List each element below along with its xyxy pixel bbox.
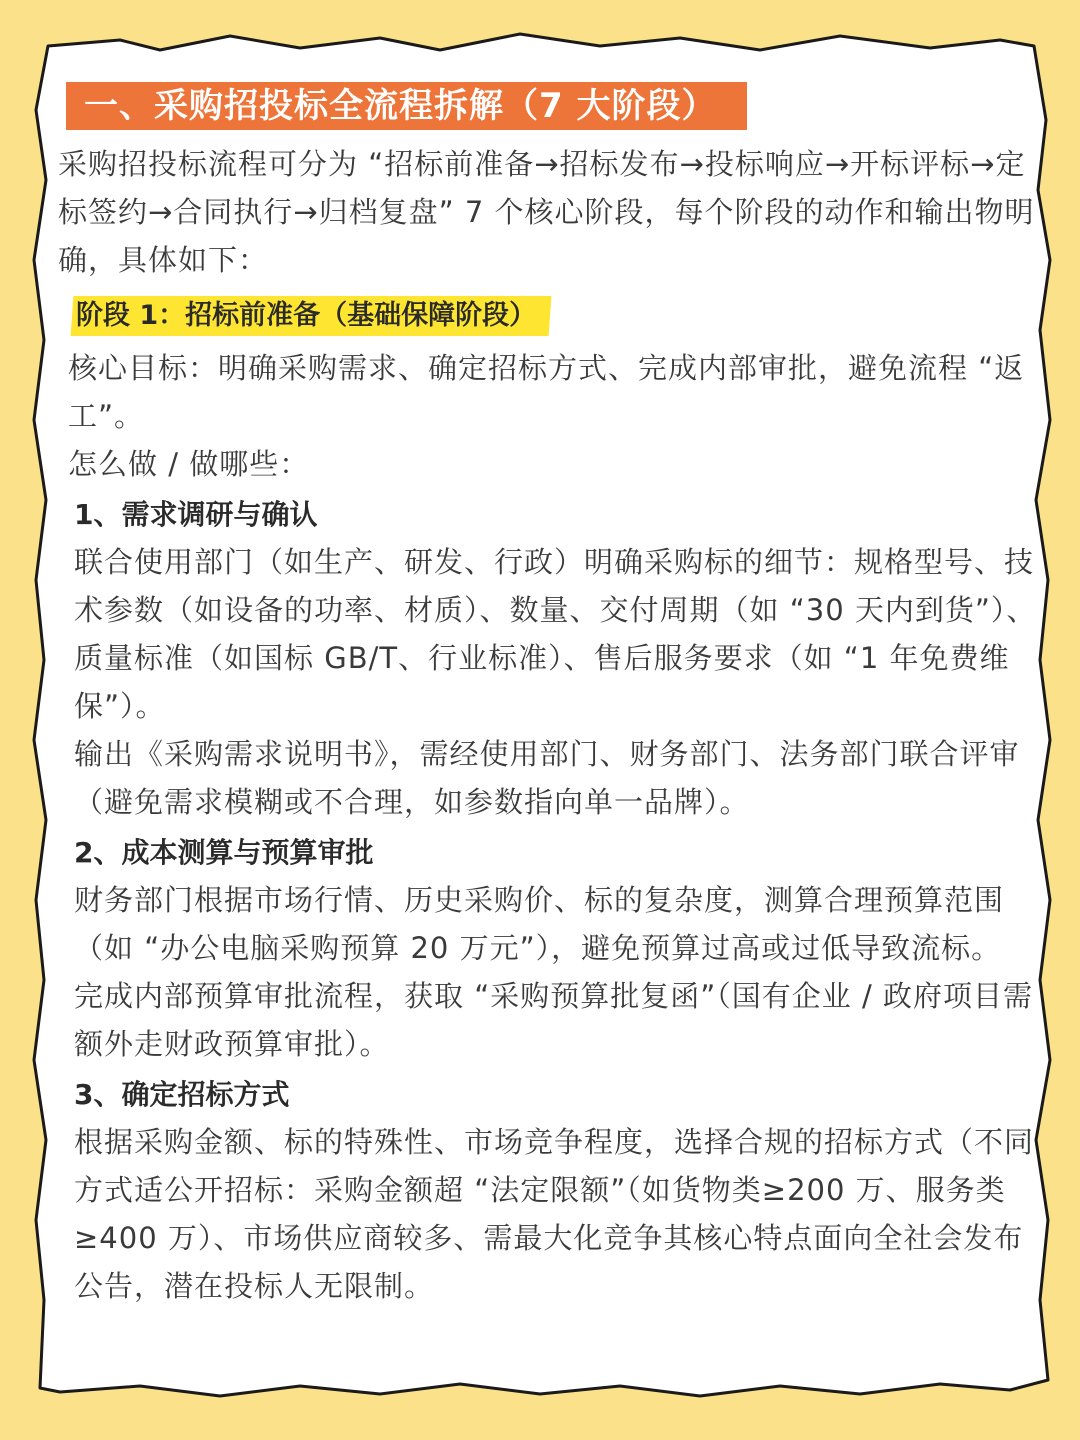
item-3-paragraph-1: 根据采购金额、标的特殊性、市场竞争程度，选择合规的招标方式（不同方式适公开招标：采购金额超 “法定限额”（如货物类≥200 万、服务类≥400 万）、市场供应商较多、需最大化竞争其核心特点面向全社会发布公告，潜在投标人无限制。 [74, 1125, 1035, 1303]
section-title: 一、采购招投标全流程拆解（7 大阶段） [66, 82, 747, 130]
item-heading-3: 3、确定招标方式 [74, 1078, 290, 1111]
item-1-paragraph-2: 输出《采购需求说明书》，需经使用部门、财务部门、法务部门联合评审（避免需求模糊或不合理，如参数指向单一品牌）。 [74, 737, 1020, 819]
core-goal-text: 核心目标：明确采购需求、确定招标方式、完成内部审批，避免流程 “返工”。 [68, 351, 1025, 433]
article-content [58, 82, 1038, 1310]
intro-paragraph: 采购招投标流程可分为 “招标前准备→招标发布→投标响应→开标评标→定标签约→合同执行→归档复盘” 7 个核心阶段，每个阶段的动作和输出物明确，具体如下： [58, 147, 1035, 277]
stage-title-text: 阶段 1：招标前准备（基础保障阶段） [76, 300, 537, 331]
item-heading-2: 2、成本测算与预算审批 [74, 836, 374, 869]
item-2-paragraph-2: 完成内部预算审批流程，获取 “采购预算批复函”（国有企业 / 政府项目需额外走财政预算审批）。 [74, 979, 1033, 1061]
how-to-label: 怎么做 / 做哪些： [68, 447, 310, 481]
item-2-paragraph-1: 财务部门根据市场行情、历史采购价、标的复杂度，测算合理预算范围（如 “办公电脑采购预算 20 万元”），避免预算过高或过低导致流标。 [74, 883, 1005, 965]
item-1-paragraph-1: 联合使用部门（如生产、研发、行政）明确采购标的细节：规格型号、技术参数（如设备的功率、材质）、数量、交付周期（如 “30 天内到货”）、质量标准（如国标 GB/T、行业标准）、售后服务要求（如 “1 年免费维保”）。 [74, 545, 1037, 723]
stage-title-highlight [71, 296, 552, 336]
item-heading-1: 1、需求调研与确认 [74, 498, 318, 531]
